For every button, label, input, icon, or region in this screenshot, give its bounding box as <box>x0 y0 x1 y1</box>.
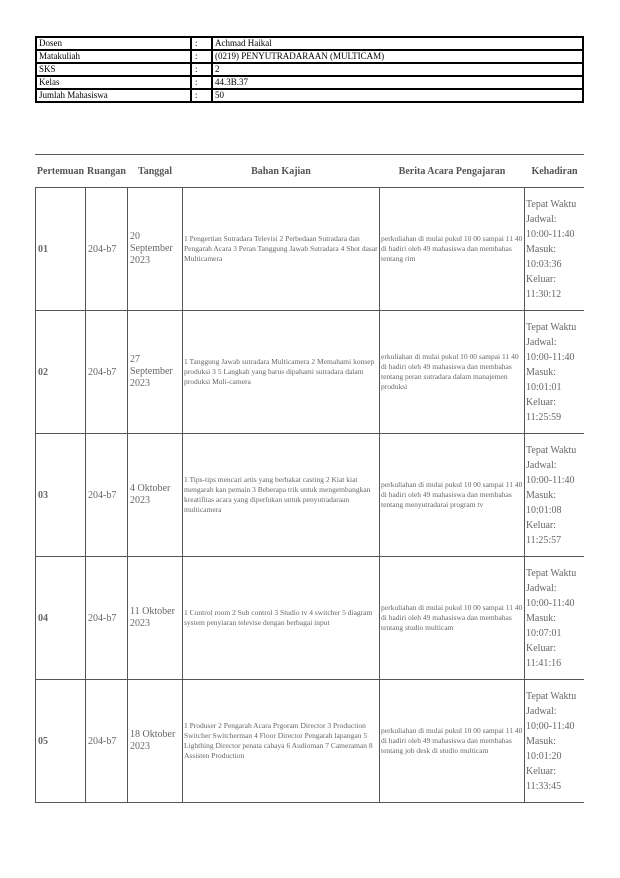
check-in-time: 10:01:08 <box>526 504 562 516</box>
check-out-time: 11:41:16 <box>526 657 562 669</box>
info-value: Achmad Haikal <box>212 37 583 50</box>
info-value: 50 <box>212 89 583 102</box>
cell-bahan-kajian: 1 Tips-tips mencari artis yang berbakat casting 2 Kiat kiat mengarah kan pemain 3 Beberapa trik untuk mengembangkan kreatifitas acara yang diperlukan untuk penyutradaraan multicamera <box>183 434 380 557</box>
schedule-time: 10:00-11:40 <box>526 720 575 732</box>
header-pertemuan: Pertemuan <box>36 165 85 177</box>
info-row <box>36 63 583 76</box>
header-kehadiran: Kehadiran <box>531 165 578 177</box>
attendance-status: Tepat Waktu <box>526 198 577 210</box>
check-out-time: 11:25:57 <box>526 534 562 546</box>
cell-kehadiran <box>525 680 585 803</box>
table-row <box>36 680 585 803</box>
course-info-table <box>35 36 584 103</box>
cell-berita-acara: erkuliahan di mulai pukul 10 00 sampai 11 40 di hadiri oleh 49 mahasiswa dan membahas tentang peran sutradara dalam manajemen produksi <box>380 311 525 434</box>
info-row <box>36 37 583 50</box>
info-label: Matakuliah <box>36 50 191 63</box>
cell-bahan-kajian: 1 Tanggung Jawab sutradara Multicamera 2 Memahami konsep produksi 3 5 Langkah yang harus dipahami sutradara dalam produksi Muli-camera <box>183 311 380 434</box>
cell-pertemuan: 03 <box>36 434 86 557</box>
header-berita-acara: Berita Acara Pengajaran <box>398 165 506 177</box>
info-label: SKS <box>36 63 191 76</box>
info-label: Kelas <box>36 76 191 89</box>
schedule-label: Jadwal: <box>526 336 557 348</box>
schedule-table <box>35 155 584 803</box>
check-in-label: Masuk: <box>526 612 556 624</box>
check-out-time: 11:25:59 <box>526 411 562 423</box>
schedule-time: 10:00-11:40 <box>526 597 575 609</box>
cell-bahan-kajian: 1 Control room 2 Sub control 3 Studio tv 4 switcher 5 diagram system penyiaran televise dengan berbagai input <box>183 557 380 680</box>
check-out-label: Keluar: <box>526 519 556 531</box>
cell-pertemuan: 05 <box>36 680 86 803</box>
cell-berita-acara: perkuliahan di mulai pukul 10 00 sampai 11 40 di hadiri oleh 49 mahasiswa dan membahas tentang menyutradarai program tv <box>380 434 525 557</box>
cell-pertemuan: 02 <box>36 311 86 434</box>
check-in-label: Masuk: <box>526 243 556 255</box>
info-value: (0219) PENYUTRADARAAN (MULTICAM) <box>212 50 583 63</box>
table-row <box>36 434 585 557</box>
check-in-time: 10:01:01 <box>526 381 562 393</box>
attendance-status: Tepat Waktu <box>526 321 577 333</box>
table-row <box>36 557 585 680</box>
check-in-label: Masuk: <box>526 735 556 747</box>
cell-tanggal: 4 Oktober 2023 <box>128 434 183 557</box>
table-row <box>36 311 585 434</box>
schedule-time: 10:00-11:40 <box>526 351 575 363</box>
cell-tanggal: 18 Oktober 2023 <box>128 680 183 803</box>
info-separator: : <box>191 63 212 76</box>
info-row <box>36 89 583 102</box>
info-separator: : <box>191 89 212 102</box>
info-row <box>36 50 583 63</box>
attendance-status: Tepat Waktu <box>526 444 577 456</box>
check-in-label: Masuk: <box>526 489 556 501</box>
schedule-header-row <box>36 155 585 188</box>
attendance-status: Tepat Waktu <box>526 690 577 702</box>
info-value: 2 <box>212 63 583 76</box>
header-bahan-kajian: Bahan Kajian <box>251 165 311 177</box>
cell-ruangan: 204-b7 <box>86 311 128 434</box>
info-separator: : <box>191 37 212 50</box>
table-row <box>36 188 585 311</box>
schedule-label: Jadwal: <box>526 459 557 471</box>
cell-berita-acara: perkuliahan di mulai pukul 10 00 sampai 11 40 di hadiri oleh 49 mahasiswa dan membahas tentang rim <box>380 188 525 311</box>
schedule-container <box>35 154 584 878</box>
cell-ruangan: 204-b7 <box>86 188 128 311</box>
cell-tanggal: 11 Oktober 2023 <box>128 557 183 680</box>
check-in-time: 10:01:20 <box>526 750 562 762</box>
cell-berita-acara: perkuliahan di mulai pukul 10 00 sampai 11 40 di hadiri oleh 49 mahasiswa dan membahas tentang studio multicam <box>380 557 525 680</box>
info-separator: : <box>191 50 212 63</box>
check-out-label: Keluar: <box>526 765 556 777</box>
cell-ruangan: 204-b7 <box>86 680 128 803</box>
check-out-time: 11:33:45 <box>526 780 562 792</box>
cell-ruangan: 204-b7 <box>86 557 128 680</box>
check-out-label: Keluar: <box>526 642 556 654</box>
check-in-time: 10:03:36 <box>526 258 562 270</box>
cell-berita-acara: perkuliahan di mulai pukul 10 00 sampai 11 40 di hadiri oleh 49 mahasiswa dan membahas tentang job desk di studio multicam <box>380 680 525 803</box>
check-in-time: 10:07:01 <box>526 627 562 639</box>
schedule-label: Jadwal: <box>526 213 557 225</box>
info-separator: : <box>191 76 212 89</box>
cell-tanggal: 20 September 2023 <box>128 188 183 311</box>
info-row <box>36 76 583 89</box>
check-out-label: Keluar: <box>526 273 556 285</box>
cell-bahan-kajian: 1 Produser 2 Pengarah Acara Prgoram Director 3 Production Switcher Switcherman 4 Floor Director Pengarah lapangan 5 Lighthing Director penata cahaya 6 Audioman 7 Cameraman 8 Assisten Production <box>183 680 380 803</box>
info-label: Dosen <box>36 37 191 50</box>
cell-pertemuan: 01 <box>36 188 86 311</box>
info-value: 44.3B.37 <box>212 76 583 89</box>
schedule-time: 10:00-11:40 <box>526 228 575 240</box>
cell-bahan-kajian: 1 Pengertian Sutradara Televisi 2 Perbedaan Sutradara dan Pengarah Acara 3 Peran Tanggung Jawab Sutradara 4 Shot dasar Multicamera <box>183 188 380 311</box>
header-tanggal: Tanggal <box>137 165 173 177</box>
info-label: Jumlah Mahasiswa <box>36 89 191 102</box>
schedule-label: Jadwal: <box>526 705 557 717</box>
check-out-label: Keluar: <box>526 396 556 408</box>
cell-kehadiran <box>525 188 585 311</box>
cell-kehadiran <box>525 311 585 434</box>
header-ruangan: Ruangan <box>87 165 126 177</box>
schedule-time: 10:00-11:40 <box>526 474 575 486</box>
cell-ruangan: 204-b7 <box>86 434 128 557</box>
cell-kehadiran <box>525 434 585 557</box>
check-in-label: Masuk: <box>526 366 556 378</box>
cell-pertemuan: 04 <box>36 557 86 680</box>
schedule-label: Jadwal: <box>526 582 557 594</box>
check-out-time: 11:30:12 <box>526 288 562 300</box>
cell-kehadiran <box>525 557 585 680</box>
attendance-status: Tepat Waktu <box>526 567 577 579</box>
cell-tanggal: 27 September 2023 <box>128 311 183 434</box>
